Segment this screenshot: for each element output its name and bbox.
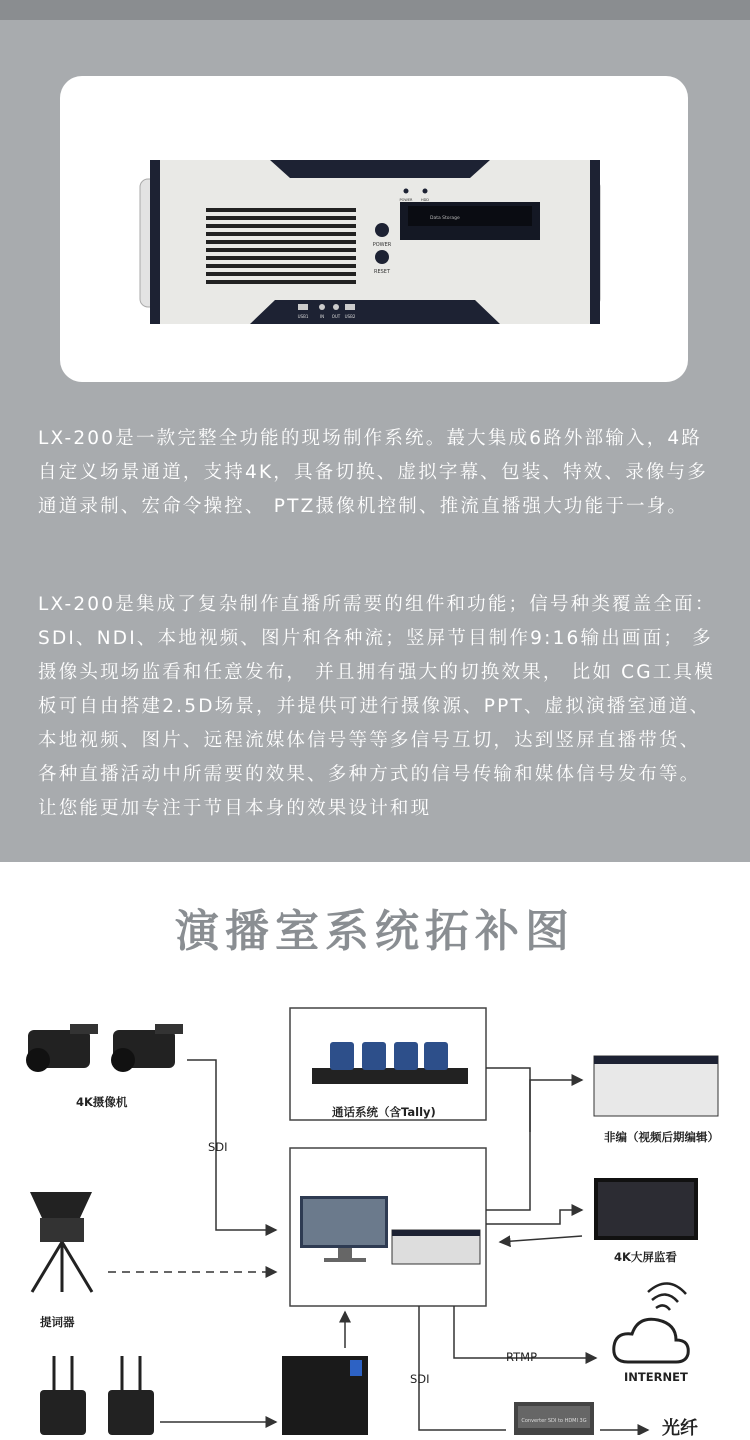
port-label-usb1: USB1 — [297, 314, 309, 319]
power-led — [404, 189, 409, 194]
intro-paragraph-2: LX-200是集成了复杂制作直播所需要的组件和功能；信号种类覆盖全面：SDI、NDI、本地视频、图片和各种流；竖屏节目制作9:16输出画面； 多摄像头现场监看和任意发布， 并且拥有强大的切换效果， 比如 CG工具模板可自由搭建2.5D场景，并提供可进行摄像源、PPT、虚拟演播室通道、本地视频、图片、远程流媒体信号等等多信号互切，达到竖屏直播带货、各种直播活动中所需要的效果、多种方式的信号传输和媒体信号发布等。让您能更加专注于节目本身的效果设计和现 — [38, 594, 716, 819]
audio-out-port — [333, 304, 339, 310]
reset-button[interactable] — [375, 250, 389, 264]
drive-brand: Data Storage — [430, 216, 460, 221]
power-button[interactable] — [375, 223, 389, 237]
product-image-card — [60, 76, 688, 382]
wireless-mic-icon — [40, 1356, 86, 1435]
port-label-out: OUT — [331, 314, 341, 319]
topology-diagram — [0, 990, 750, 1435]
wireless-mic-icon — [108, 1356, 154, 1435]
audio-in-port — [319, 304, 325, 310]
port-label-in: IN — [319, 314, 325, 319]
4k-screen-icon — [594, 1178, 698, 1240]
intro-paragraph-1: LX-200是一款完整全功能的现场制作系统。蕞大集成6路外部输入，4路自定义场景通道，支持4K，具备切换、虚拟字幕、包装、特效、录像与多通道录制、宏命令操控、 PTZ摄像机控制、推流直播强大功能于一身。 — [38, 428, 709, 517]
audio-mixer-icon — [282, 1356, 368, 1435]
wifi-icon — [648, 1283, 686, 1310]
cloud-icon — [614, 1319, 688, 1362]
label-internet: INTERNET — [624, 1370, 688, 1384]
usb1-port — [298, 304, 308, 310]
hdd-led — [423, 189, 428, 194]
diagram-title: 演播室系统拓补图 — [175, 906, 575, 957]
led-label-hdd: HDD — [420, 198, 430, 202]
editing-server-icon — [594, 1056, 718, 1116]
converter-label: Converter SDI to HDMI 3G — [521, 1418, 587, 1424]
device-front-panel-illustration — [60, 76, 688, 382]
port-label-usb2: USB2 — [344, 314, 356, 319]
port-panel — [250, 300, 500, 324]
label-sdi-2: SDI — [410, 1372, 430, 1386]
top-bar — [0, 0, 750, 20]
camera-icon — [111, 1024, 183, 1072]
label-4k-monitor: 4K大屏监看 — [614, 1250, 677, 1264]
server-icon — [392, 1230, 480, 1264]
usb2-port — [345, 304, 355, 310]
label-4k-camera: 4K摄像机 — [76, 1095, 128, 1109]
label-sdi-1: SDI — [208, 1140, 228, 1154]
teleprompter-icon — [30, 1192, 92, 1292]
camera-icon — [26, 1024, 98, 1072]
power-label: POWER — [372, 242, 392, 248]
label-editing: 非编（视频后期编辑） — [604, 1130, 719, 1144]
label-teleprompter: 提词器 — [40, 1315, 75, 1329]
converter-icon — [514, 1402, 594, 1435]
reset-label: RESET — [373, 269, 391, 275]
label-fiber: 光纤 — [662, 1418, 698, 1439]
label-rtmp: RTMP — [506, 1350, 538, 1364]
label-intercom: 通话系统（含Tally) — [332, 1105, 436, 1119]
led-label-power: POWER — [399, 198, 413, 202]
